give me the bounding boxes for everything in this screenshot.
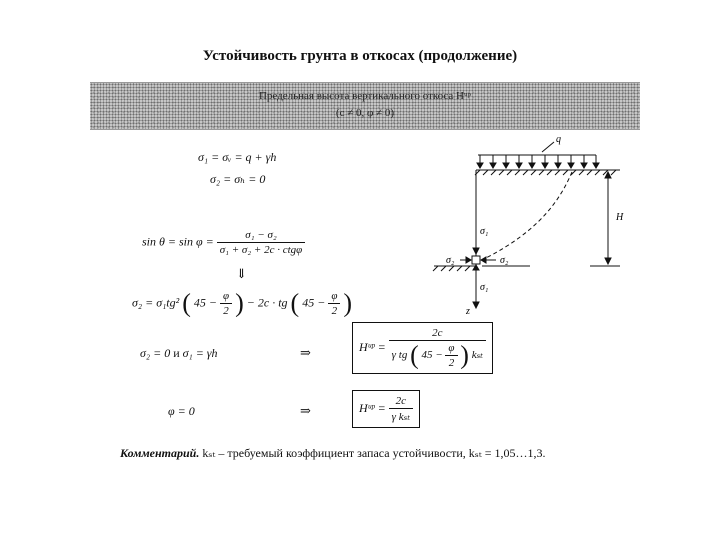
result-box-2 xyxy=(352,390,420,428)
height-label-H: H xyxy=(616,212,624,223)
box1-k: kₛₜ xyxy=(471,349,483,362)
sigma2-right-label: σ₂ xyxy=(500,255,509,266)
box2-numerator: 2c xyxy=(389,395,413,409)
formula-sin xyxy=(142,229,305,256)
box1-phi-fraction xyxy=(445,342,457,369)
box2-denominator: γ kₛₜ xyxy=(391,411,411,423)
slide-title: Устойчивость грунта в откосах (продолжение) xyxy=(202,48,518,64)
paren-open-2: ( xyxy=(290,288,300,318)
formula-sigma2: σ₂ = σₕ = 0 xyxy=(210,172,266,186)
cond1-and: и xyxy=(173,346,180,360)
cond1-sigma2: σ₂ = 0 xyxy=(140,346,171,360)
comment xyxy=(120,446,546,461)
condition-1 xyxy=(140,346,218,361)
sigma1-bottom-label: σ₁ xyxy=(480,282,489,293)
phi-numerator-b: φ xyxy=(328,290,340,304)
sin-denominator: σ₁ + σ₂ + 2c · ctgφ xyxy=(219,244,303,256)
load-arrows xyxy=(477,142,599,168)
comment-label: Комментарий. xyxy=(120,446,200,460)
box2-fraction xyxy=(389,395,413,423)
box1-denominator xyxy=(389,341,486,369)
box1-lhs: Hᵘᵖ = xyxy=(359,339,386,354)
s2-phi-fraction-b xyxy=(328,290,340,317)
s2-angle-a: 45 − xyxy=(193,295,217,310)
sigma2-left-label: σ₂ xyxy=(446,255,455,266)
paren-close: ) xyxy=(235,288,244,318)
cond1-sigma1: σ₁ = γh xyxy=(182,346,218,360)
soil-element xyxy=(472,256,480,264)
box1-phi: φ xyxy=(445,342,457,356)
sin-lhs: sin θ = sin φ = xyxy=(142,234,214,249)
implies-arrow-2: ⇒ xyxy=(300,403,311,418)
phi-numerator: φ xyxy=(220,290,232,304)
s2-mid: − 2c · tg xyxy=(246,295,288,310)
paren-open: ( xyxy=(182,288,191,318)
load-arrow-set xyxy=(477,155,599,168)
formula-sigma2-expanded xyxy=(132,290,352,317)
condition-2: φ = 0 xyxy=(168,404,195,418)
sin-numerator: σ₁ − σ₂ xyxy=(217,229,306,243)
two-denominator-b: 2 xyxy=(331,305,338,317)
banner-heading: Предельная высота вертикального откоса Hᵘᵖ xyxy=(258,90,472,102)
implies-down-arrow: ⇓ xyxy=(236,266,247,281)
box1-den-pre: γ tg xyxy=(391,349,408,362)
box1-numerator: 2c xyxy=(389,327,486,341)
implies-arrow-1: ⇒ xyxy=(300,345,311,360)
s2-lhs: σ₂ = σ₁tg² xyxy=(132,295,180,310)
s2-angle-b: 45 − xyxy=(302,295,326,310)
s2-phi-fraction-a xyxy=(220,290,232,317)
load-label-q: q xyxy=(556,134,561,145)
result-box-1 xyxy=(352,322,493,374)
box1-angle: 45 − xyxy=(421,349,443,362)
box1-paren-open: ( xyxy=(410,340,419,370)
comment-text: kₛₜ – требуемый коэффициент запаса устойчивости, kₛₜ = 1,05…1,3. xyxy=(199,446,546,460)
base-surface xyxy=(433,266,530,271)
section-banner xyxy=(90,82,640,130)
two-denominator: 2 xyxy=(223,305,229,317)
sigma1-top-label: σ₁ xyxy=(480,226,489,237)
slope-diagram xyxy=(420,130,640,315)
q-leader xyxy=(542,142,554,152)
paren-close-2: ) xyxy=(343,288,353,318)
box1-paren-close: ) xyxy=(460,340,469,370)
z-axis-label: z xyxy=(466,306,470,315)
formula-sigma1: σ₁ = σᵥ = q + γh xyxy=(198,150,277,164)
banner-conditions: (c ≠ 0, φ ≠ 0) xyxy=(335,107,395,119)
sliding-surface xyxy=(486,172,572,258)
box1-two: 2 xyxy=(448,357,455,369)
box2-lhs: Hᵘᵖ = xyxy=(359,400,386,415)
box1-fraction xyxy=(389,327,486,369)
sin-fraction xyxy=(217,229,306,256)
top-surface xyxy=(475,170,620,302)
